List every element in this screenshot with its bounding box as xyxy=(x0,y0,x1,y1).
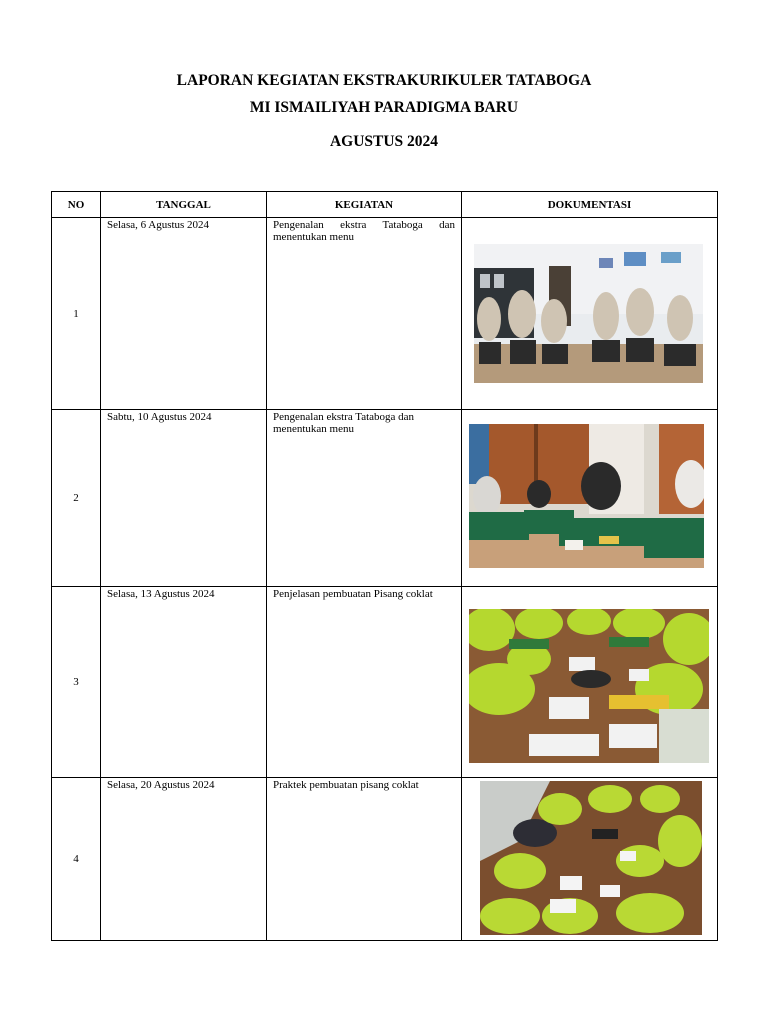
column-header-dokumentasi: DOKUMENTASI xyxy=(462,192,718,218)
row-date: Selasa, 20 Agustus 2024 xyxy=(101,778,267,941)
row-documentation xyxy=(462,218,718,410)
row-activity: Penjelasan pembuatan Pisang coklat xyxy=(267,587,462,778)
row-documentation xyxy=(462,410,718,587)
row-activity: Praktek pembuatan pisang coklat xyxy=(267,778,462,941)
school-name: MI ISMAILIYAH PARADIGMA BARU xyxy=(249,99,519,116)
column-header-kegiatan: KEGIATAN xyxy=(267,192,462,218)
table-row xyxy=(52,410,718,587)
table-row xyxy=(52,587,718,778)
row-number: 2 xyxy=(52,410,101,587)
table-row xyxy=(52,218,718,410)
documentation-photo xyxy=(474,244,703,383)
row-number: 3 xyxy=(52,587,101,778)
column-header-tanggal: TANGGAL xyxy=(101,192,267,218)
report-title: LAPORAN KEGIATAN EKSTRAKURIKULER TATABOGA xyxy=(176,72,592,89)
row-date: Selasa, 13 Agustus 2024 xyxy=(101,587,267,778)
row-number: 4 xyxy=(52,778,101,941)
report-period: AGUSTUS 2024 xyxy=(329,133,439,150)
table-header-row xyxy=(52,192,718,218)
row-date: Sabtu, 10 Agustus 2024 xyxy=(101,410,267,587)
row-documentation xyxy=(462,778,718,941)
table-row xyxy=(52,778,718,941)
row-activity: Pengenalan ekstra Tataboga dan menentukan menu xyxy=(267,410,462,587)
row-number: 1 xyxy=(52,218,101,410)
column-header-no: NO xyxy=(52,192,101,218)
documentation-photo xyxy=(480,781,702,935)
row-activity: Pengenalan ekstra Tataboga dan menentukan menu xyxy=(267,218,462,410)
activity-table xyxy=(51,191,718,941)
row-date: Selasa, 6 Agustus 2024 xyxy=(101,218,267,410)
documentation-photo xyxy=(469,609,709,763)
row-documentation xyxy=(462,587,718,778)
documentation-photo xyxy=(469,424,704,568)
